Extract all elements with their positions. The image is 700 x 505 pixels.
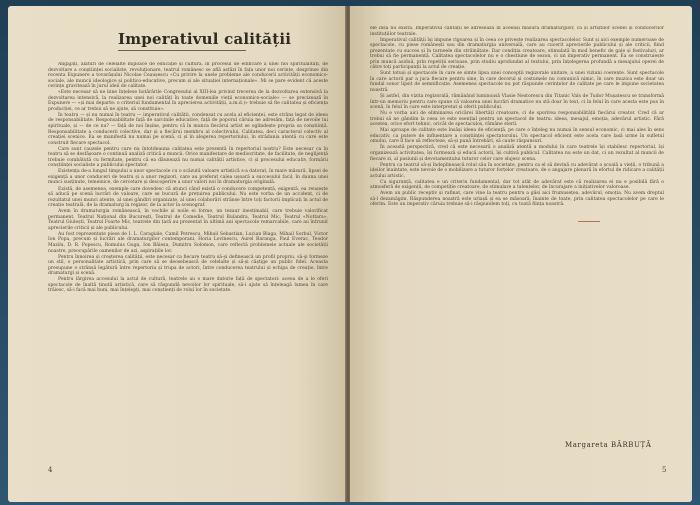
paragraph: «Este necesar să ne bine înțelese hotărârile Congresului al XIII-lea privind trecerea de la dezvoltarea extensivă la dezvoltarea intensivă, la realizarea unei noi calități în toate domeniile vieții economico-sociale» — se precizează în Expunere — «și mai departe: o criteriul fundamental în aprecierea activității, a.m.d.)» trebuie să fie calitatea și eficiența producției, ce ar trebui să ne ajute, să constituie».	[48, 90, 328, 112]
left-page	[8, 6, 346, 502]
paragraph: În teatru — și nu numai în teatru — imperativul calității, condensat cu acela al eficienței, este strâns legat de ideea de responsabilitate. Responsabilitate față de sarcinile educative, față de poporul căruia ne adresăm, față de nevoile lui spirituale, și — de ce nu? — față de noi înșine, pentru că în munca fiecărui artist se oglindește propria sa conștiință. Responsabilitate a conducerii colective, dar și a fiecărui membru al colectivului. Calitatea, deci caracterul colectiv al creației scenice. Ea se manifestă nu numai pe scenă, ci și în alegerea repertoriului, în strădania atentă cu care este construit fiecare spectacol.	[48, 112, 328, 146]
paragraph: Care sunt cauzele pentru care nu întotdeauna calitatea este prezentă în repertoriul nostru? Este necesar ca în teatru să se desfășoare o continuă analiză critică a muncii. Orice manifestare de mediocritate, de facilitate, de neglijență trebuie combătută cu fermitate, pentru că ea dăunează nu numai calității artistice, ci și procesului educativ, formării conștiinței socialiste a publicului spectator.	[48, 146, 328, 169]
title-underline	[118, 50, 246, 51]
paragraph: Nu e vorba aici de eliminarea oricărei libertăți creatoare, ci de sporirea responsabilității fiecărui creator. Cred că ar trebui să ne gândim la ceea ce este esențial pentru un spectacol de teatru: ideea, mesajul, emoția, adevărul artistic. Fără acestea, orice efort tehnic, oricât de spectaculos, rămâne steril.	[370, 111, 664, 128]
article-title: Imperativul calității	[118, 30, 292, 48]
paragraph: Imperativul calității își impune rigoarea și în ceea ce privește realizarea spectacolelor. Sunt și aici exemple numeroase de spectacole, cu piese românești sau din dramaturgia universală, care au cucerit aprecierile publicului și ale criticii, fiind prezentate cu succes și în turneele din străinătate. Dar condiția creatoare, stimulată în mod benefic de gale și festivaluri, ar trebui să fie permanentă. Calitatea spectacolelor nu e o chestiune de sezon, ci un imperativ permanent. Ea se construiește prin muncă asiduă, prin repetiții serioase, prin studiu aprofundat al textului, prin înțelegerea profundă a mesajului operei de către toți participanții la actul de creație.	[370, 37, 664, 71]
paragraph: Mai aproape de calitate este însăși ideea de eficiență, pe care o înțeleg nu numai în sensul economic, ci mai ales în sens educativ, ca putere de influențare a conștiinței spectatorului. Un spectacol eficient este acela care lasă urme în sufletul omului, care îl face să reflecteze, să-și pună întrebări, să caute răspunsuri.	[370, 128, 664, 145]
paragraph: Avem în dramaturgia românească, în vechile și noile ei forme, un tezaur inestimabil, care trebuie valorificat permanent. Teatrul Național din București, Teatrul de Comedie, Teatrul Bulandra, Teatrul Mic, Teatrul «Nottara», Teatrul Giulești, Teatrul Foarte Mic, teatrele din țară au prezentat în ultimii ani spectacole remarcabile, care au întrunit aprecierile criticii și ale publicului.	[48, 209, 328, 231]
page-number-right: 5	[662, 466, 667, 474]
paragraph: Există, de asemenea, exemple care dovedesc că atunci când există o conducere competentă, exigentă, ea reușește să aducă pe scenă lucrări de valoare, care se bucură de prețuirea publicului. Nu este vorba de un accident, ci de rezultatul unei munci atente, al unei gândiri organizate, al unei colaborări strânse între toți factorii implicați în actul de creație teatrală, de la dramaturg la regizor, de la actor la scenograf.	[48, 186, 328, 209]
paragraph: Pentru înnoirea și creșterea calității, este necesar ca fiecare teatru să-și definească un profil propriu, să-și formeze un stil, o personalitate artistică, prin care să se deosebească de celelalte și să-și câștige un public fidel. Aceasta presupune o strânsă legătură între repertoriu și trupa de actori, între conducerea teatrului și echipa de creație, între dramaturgi și scenă.	[48, 254, 328, 277]
paragraph: Pentru lărgirea accesului la actul de cultură, teatrele au o mare datorie față de spectatori: aceea de a le oferi spectacole de înaltă ținută artistică, care să răspundă nevoilor lor spirituale, să-i ajute să înțeleagă lumea în care trăiesc, să-i facă mai buni, mai înțelepți, mai conștienți de rolul lor în societate.	[48, 277, 328, 294]
paragraph: Și astfel, din vizita regizorală, rămânând luminoasă Vlasie Nestorescu din Titanic Vals de Tudor Mușatescu se transformă într-un memoriu pentru care spune că valoarea unei lucrări dramatice nu stă doar în text, ci în felul în care acesta este pus în scenă, în felul în care este interpretat și oferit publicului.	[370, 94, 664, 111]
paragraph: Cu siguranță, calitatea e un criteriu fundamental, dar tot atât de adevărat este că realizarea ei nu e posibilă fără o atmosferă de exigență, de competiție creatoare, de stimulare a talentelor, de încurajare a inițiativelor valoroase.	[370, 179, 664, 191]
right-text-column	[370, 26, 664, 468]
paragraph: Avem un public receptiv și rafinat, care vine la teatru pentru a găsi aici frumusețea, adevărul, emoția. Nu avem dreptul să-l dezamăgim. Răspunderea noastră este uriașă și ea se măsoară, înainte de toate, prin calitatea spectacolelor pe care le oferim. Este un imperativ căruia trebuie să-i răspundem toți, cu toată ființa noastră.	[370, 191, 664, 208]
red-pencil-mark	[578, 216, 600, 222]
paragraph: Angajați, alături de celelalte mijloace de educație și cultură, în procesul de edificare a unei noi spiritualități, de dezvoltare a conștiinței socialiste, revoluționare, teatrul românesc se află astăzi în fața unor noi cerințe, desprinse din recenta Expunere a tovarășului Nicolae Ceaușescu «Cu privire la unele probleme ale conducerii activității economico-sociale, ale muncii ideologice și politico-educative, precum și ale situației internaționale». Mi se pare evident că aceste cerințe gravitează în jurul ideii de calitate.	[48, 62, 328, 90]
paragraph: În această perspectivă, cred că este necesară o analiză atentă a modului în care teatrele își stabilesc repertoriul, își organizează activitatea, își formează și educă actorii, își cultivă publicul. Calitatea nu este un dat, ci un rezultat al muncii de fiecare zi, al pasiunii și devotamentului tuturor celor care slujesc scena.	[370, 145, 664, 162]
paragraph: Existența de-a lungul timpului a unor spectacole cu o scăzută valoare artistică s-a datorat, în mare măsură, lipsei de exigență a unor conduceri de teatru și a unor regizori, care au preferat calea ușoară a succesului facil, în dauna unei munci susținute, temeinice, de cercetare și descoperire a unor valori noi în dramaturgia originală.	[48, 169, 328, 186]
right-page	[350, 6, 692, 502]
page-number-left: 4	[48, 466, 53, 474]
paragraph: ele însă nu există. Imperativul calității se adresează în aceeași măsură dramaturgilor, ca și artiștilor scenei și conducerilor instituțiilor teatrale.	[370, 26, 664, 37]
left-text-column	[48, 62, 328, 467]
paragraph: Pentru ca teatrul să-și îndeplinească rolul său în societate, pentru ca el să devină cu adevărat o școală a vieții, o tribună a ideilor înaintate, este nevoie de o mobilizare a tuturor forțelor creatoare, de o angajare plenară în efortul de ridicare a calității actului artistic.	[370, 162, 664, 179]
paragraph: Au fost reprezentate piese de I. L. Caragiale, Camil Petrescu, Mihail Sebastian, Lucian Blaga, Mihail Sorbul, Victor Ion Popa, precum și lucrări ale dramaturgilor contemporani, Horia Lovinescu, Aurel Baranga, Paul Everac, Teodor Mazilu, D. R. Popescu, Romulus Guga, Ion Băieșu, Dumitru Solomon, care reflectă problemele actuale ale societății noastre, preocupările oamenilor de azi, aspirațiile lor.	[48, 231, 328, 254]
paragraph: Sunt totuși și spectacole în care se simte lipsa unei concepții regizorale unitare, a unei viziuni coerente. Sunt spectacole în care actorii par a juca fiecare pentru sine, în care decorul și costumele nu comunică nimic, în care muzica este doar un fundal sonor lipsit de semnificație. Asemenea spectacole nu pot răspunde cerințelor de calitate pe care le impune societatea noastră.	[370, 71, 664, 94]
author-signature: Margareta BĂRBUȚĂ	[565, 441, 652, 449]
